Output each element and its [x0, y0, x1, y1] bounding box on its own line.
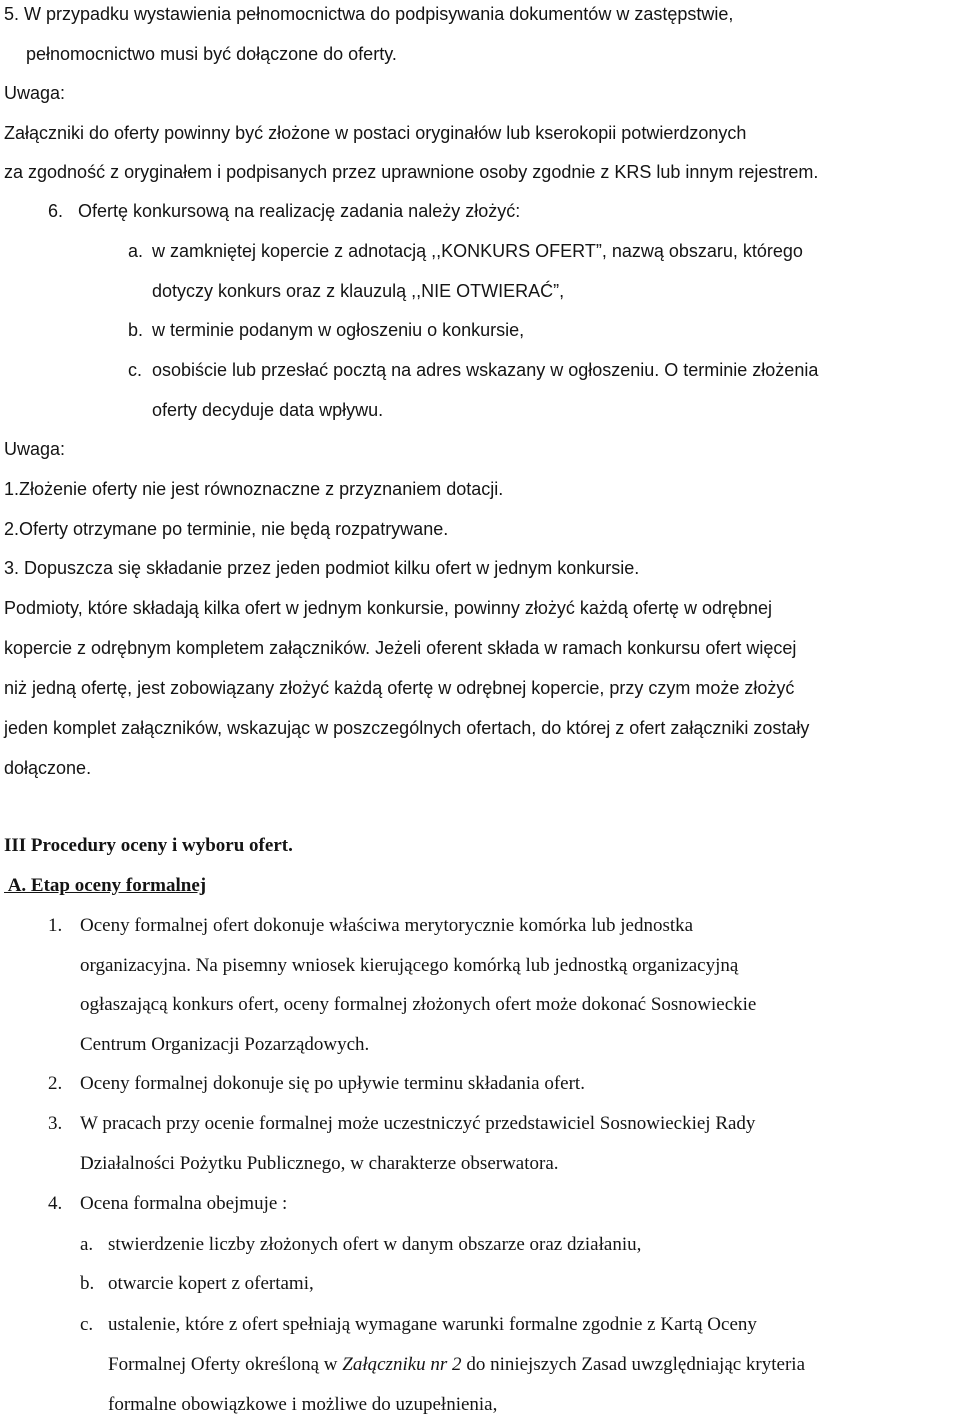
p3-line2: Działalności Pożytku Publicznego, w charakterze obserwatora.: [80, 1153, 559, 1174]
p4-c-line3: formalne obowiązkowe i możliwe do uzupełnienia,: [108, 1394, 498, 1415]
p4-line1: Ocena formalna obejmuje :: [80, 1193, 288, 1214]
uwaga2-item1: 1.Złożenie oferty nie jest równoznaczne z przyznaniem dotacji.: [4, 479, 504, 499]
section-subheading: A. Etap oceny formalnej: [4, 875, 207, 896]
uwaga2-item3-line3: kopercie z odrębnym kompletem załączników. Jeżeli oferent składa w ramach konkursu ofert więcej: [4, 638, 797, 658]
item6-c-line2: oferty decyduje data wpływu.: [152, 400, 384, 420]
uwaga1-line1: Załączniki do oferty powinny być złożone w postaci oryginałów lub kserokopii potwierdzonych: [4, 123, 747, 143]
p1-line4: Centrum Organizacji Pozarządowych.: [80, 1034, 370, 1055]
p4-c-marker: c.: [80, 1314, 94, 1335]
uwaga-label-1: Uwaga:: [4, 83, 66, 103]
uwaga2-item3-line4: niż jedną ofertę, jest zobowiązany złożyć każdą ofertę w odrębnej kopercie, przy czym może złożyć: [4, 678, 795, 698]
uwaga2-item3-line6: dołączone.: [4, 758, 92, 778]
uwaga1-line2: za zgodność z oryginałem i podpisanych przez uprawnione osoby zgodnie z KRS lub innym rejestrem.: [4, 162, 819, 182]
item6-b-text: w terminie podanym w ogłoszeniu o konkursie,: [152, 320, 525, 340]
p1-line1: Oceny formalnej ofert dokonuje właściwa merytorycznie komórka lub jednostka: [80, 915, 694, 936]
uwaga2-item3-line5: jeden komplet załączników, wskazując w poszczególnych ofertach, do której z ofert załączniki zostały: [4, 718, 810, 738]
p3-number: 3.: [48, 1113, 63, 1134]
p4-b-text: otwarcie kopert z ofertami,: [108, 1273, 314, 1294]
p4-c-line2-pre: Formalnej Oferty określoną w: [108, 1354, 343, 1375]
item5-line1: [4, 2, 954, 26]
item6-a-marker: a.: [128, 241, 144, 261]
item6-c-marker: c.: [128, 360, 143, 380]
text: 5. W przypadku wystawienia pełnomocnictwa do podpisywania dokumentów w zastępstwie,: [4, 4, 734, 24]
p4-b-marker: b.: [80, 1273, 95, 1294]
p4-c-line2: [108, 1353, 805, 1377]
p4-c-line2-post: do niniejszych Zasad uwzględniając kryteria: [461, 1354, 806, 1375]
p1-line3: ogłaszającą konkurs ofert, oceny formalnej złożonych ofert może dokonać Sosnowieckie: [80, 994, 757, 1015]
uwaga2-item2: 2.Oferty otrzymane po terminie, nie będą rozpatrywane.: [4, 519, 449, 539]
uwaga2-item3-line2: Podmioty, które składają kilka ofert w jednym konkursie, powinny złożyć każdą ofertę w odrębnej: [4, 598, 773, 618]
item6-b-marker: b.: [128, 320, 144, 340]
p2-number: 2.: [48, 1073, 63, 1094]
p2-line1: Oceny formalnej dokonuje się po upływie terminu składania ofert.: [80, 1073, 585, 1094]
p4-a-marker: a.: [80, 1234, 94, 1255]
section-heading: III Procedury oceny i wyboru ofert.: [4, 835, 293, 856]
uwaga-label-2: Uwaga:: [4, 439, 66, 459]
p3-line1: W pracach przy ocenie formalnej może uczestniczyć przedstawiciel Sosnowieckiej Rady: [80, 1113, 756, 1134]
p4-number: 4.: [48, 1193, 63, 1214]
attachment-reference: Załączniku nr 2: [342, 1354, 462, 1375]
item6-number: 6.: [48, 201, 64, 221]
item6-a-line2: dotyczy konkurs oraz z klauzulą ,,NIE OTWIERAĆ”,: [152, 281, 565, 301]
item6-text: Ofertę konkursową na realizację zadania należy złożyć:: [78, 201, 521, 221]
item5-line2: pełnomocnictwo musi być dołączone do oferty.: [26, 44, 397, 64]
item6-c-line1: osobiście lub przesłać pocztą na adres wskazany w ogłoszeniu. O terminie złożenia: [152, 360, 819, 380]
item6-a-line1: w zamkniętej kopercie z adnotacją ,,KONKURS OFERT”, nazwą obszaru, którego: [152, 241, 803, 261]
p1-line2: organizacyjna. Na pisemny wniosek kierującego komórką lub jednostką organizacyjną: [80, 955, 739, 976]
p1-number: 1.: [48, 915, 63, 936]
uwaga2-item3-line1: 3. Dopuszcza się składanie przez jeden podmiot kilku ofert w jednym konkursie.: [4, 558, 640, 578]
p4-c-line1: ustalenie, które z ofert spełniają wymagane warunki formalne zgodnie z Kartą Oceny: [108, 1314, 757, 1335]
p4-a-text: stwierdzenie liczby złożonych ofert w danym obszarze oraz działaniu,: [108, 1234, 642, 1255]
